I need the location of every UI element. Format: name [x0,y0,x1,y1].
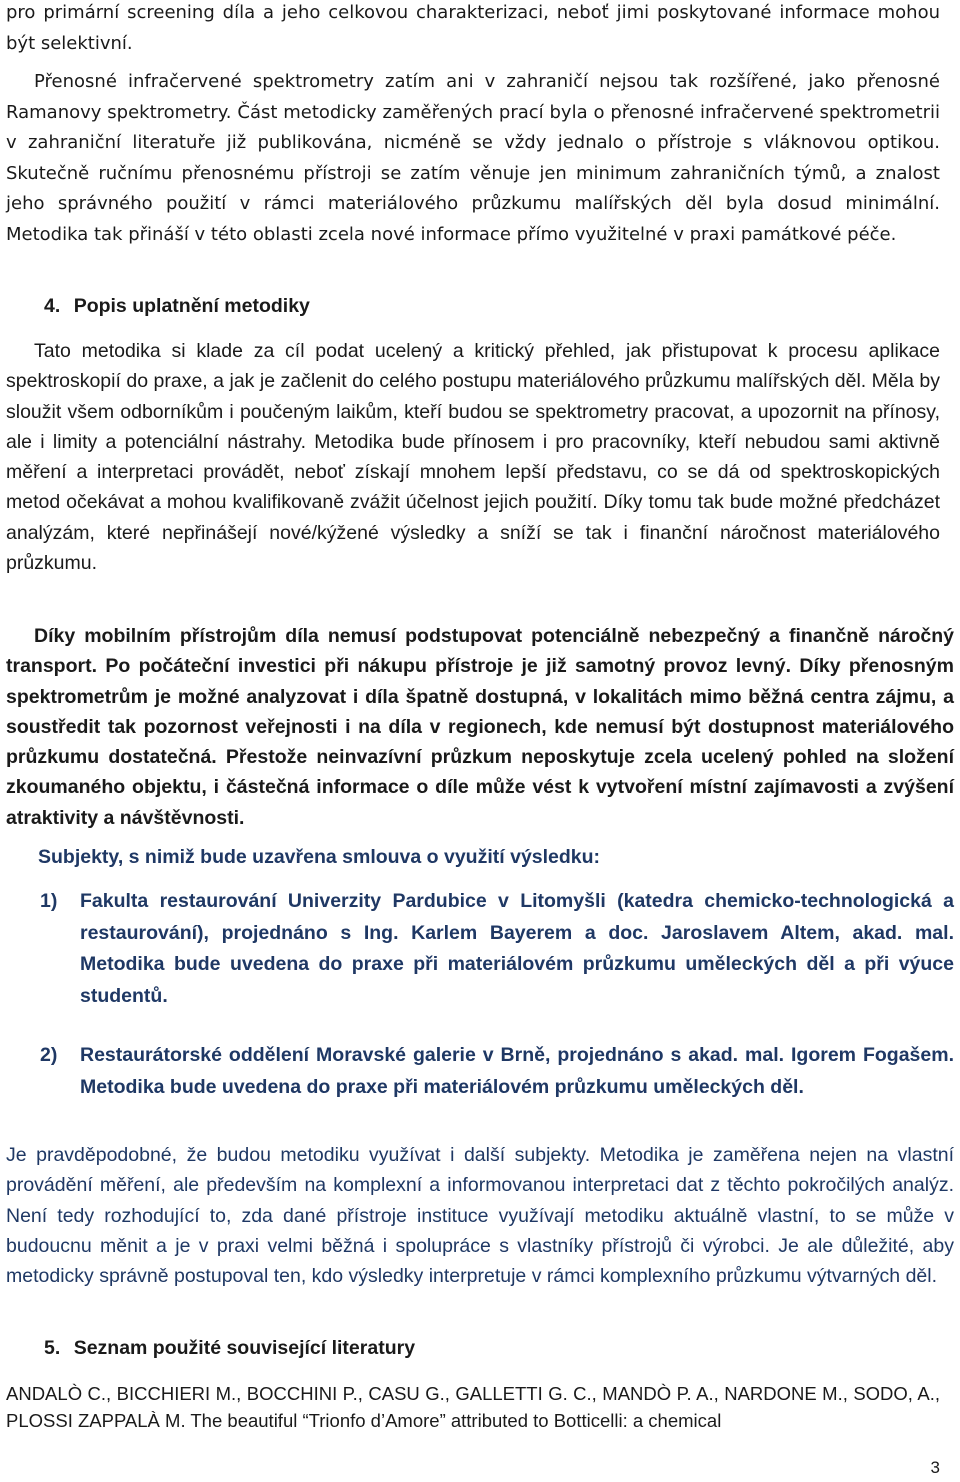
paragraph-other-subjects: Je pravděpodobné, že budou metodiku využívat i další subjekty. Metodika je zaměřena nejen na vlastní provádění měření, ale především na komplexní a informovanou interpretaci dat z těchto pokročilých analýz. Není tedy rozhodující to, zda dané přístroje instituce využívají metodiku aktuálně vlastní, to se může v budoucnu měnit a je v praxi velmi běžná i spolupráce s vlastníky přístrojů či výrobci. Je ale důležité, aby metodicky správně postupoval ten, kdo výsledky interpretuje v rámci komplexního průzkumu výtvarných děl. [6,1144,954,1288]
section-5-heading [44,1337,415,1360]
section-5-title: Seznam použité související literatury [73,1337,416,1359]
subjects-list [6,886,954,1103]
subject-item-2 [6,1040,954,1103]
subject-text: Fakulta restaurování Univerzity Pardubice v Litomyšli (katedra chemicko-technologická a restaurování), projednáno s Ing. Karlem Bayerem a doc. Jaroslavem Altem, akad. mal. Metodika bude uvedena do praxe při materiálovém průzkumu uměleckých děl a při výuce studentů. [80,890,954,1007]
subject-text: Restaurátorské oddělení Moravské galerie v Brně, projednáno s akad. mal. Igorem Fogašem. Metodika bude uvedena do praxe při materiálovém průzkumu uměleckých děl. [80,1044,954,1098]
subject-number: 2) [40,1044,58,1066]
subject-item-1 [6,886,954,1012]
subject-number: 1) [40,890,58,912]
paragraph-methodology-purpose: Tato metodika si klade za cíl podat ucelený a kritický přehled, jak přistupovat k procesu aplikace spektroskopií do praxe, a jak je začlenit do celého postupu materiálového průzkumu malířských děl. Měla by sloužit všem odborníkům i poučeným laikům, kteří budou se spektrometry pracovat, a upozornit na přínosy, ale i limity a potenciální nástrahy. Metodika bude přínosem i pro pracovníky, kteří nebudou sami aktivně měření a interpretaci provádět, neboť získají mnohem lepší představu, co se dá od spektroskopických metod očekávat a mohou kvalifikovaně zvážit účelnost jejich použití. Díky tomu tak bude možné předcházet analýzám, které nepřinášejí nové/kýžené výsledky a sníží se tak i finanční náročnost materiálového průzkumu. [6,340,940,575]
section-4-heading [44,295,310,318]
paragraph-mobile-benefits: Díky mobilním přístrojům díla nemusí podstupovat potenciálně nebezpečný a finančně náročný transport. Po počáteční investici při nákupu přístroje je již samotný provoz levný. Díky přenosným spektrometrům je možné analyzovat i díla špatně dostupná, v lokalitách mimo běžná centra zájmu, a soustředit tak pozornost veřejnosti i na díla v regionech, kde nemusí být dostupnost materiálového průzkumu dostatečná. Přestože neinvazívní průzkum neposkytuje zcela ucelený pohled na složení zkoumaného objektu, i částečná informace o díle může vést k vytvoření místní zajímavosti a zvýšení atraktivity a návštěvnosti. [6,625,954,829]
paragraph-portable-ir: Přenosné infračervené spektrometry zatím ani v zahraničí nejsou tak rozšířené, jako přenosné Ramanovy spektrometry. Část metodicky zaměřených prací byla o přenosné infračervené spektrometrii v zahraniční literatuře již publikována, nicméně se vždy jednalo o přístroje s vláknovou optikou. Skutečně ručnímu přenosnému přístroji se zatím věnuje jen minimum zahraničních týmů, a znalost jeho správného použití v rámci materiálového průzkumu malířských děl byla dosud minimální. Metodika tak přináší v této oblasti zcela nové informace přímo využitelné v praxi památkové péče. [6,71,940,245]
paragraph-intro-continued: pro primární screening díla a jeho celkovou charakterizaci, neboť jimi poskytované informace mohou být selektivní. [6,2,940,54]
section-4-title: Popis uplatnění metodiky [73,295,310,317]
reference-entry: ANDALÒ C., BICCHIERI M., BOCCHINI P., CASU G., GALLETTI G. C., MANDÒ P. A., NARDONE M., SODO, A., PLOSSI ZAPPALÀ M. The beautiful “Trionfo d’Amore” attributed to Botticelli: a chemical [6,1383,940,1431]
section-5-number: 5. [44,1337,61,1359]
page-number: 3 [930,1458,940,1477]
section-4-number: 4. [44,295,61,317]
subjects-heading: Subjekty, s nimiž bude uzavřena smlouva o využití výsledku: [38,846,601,868]
